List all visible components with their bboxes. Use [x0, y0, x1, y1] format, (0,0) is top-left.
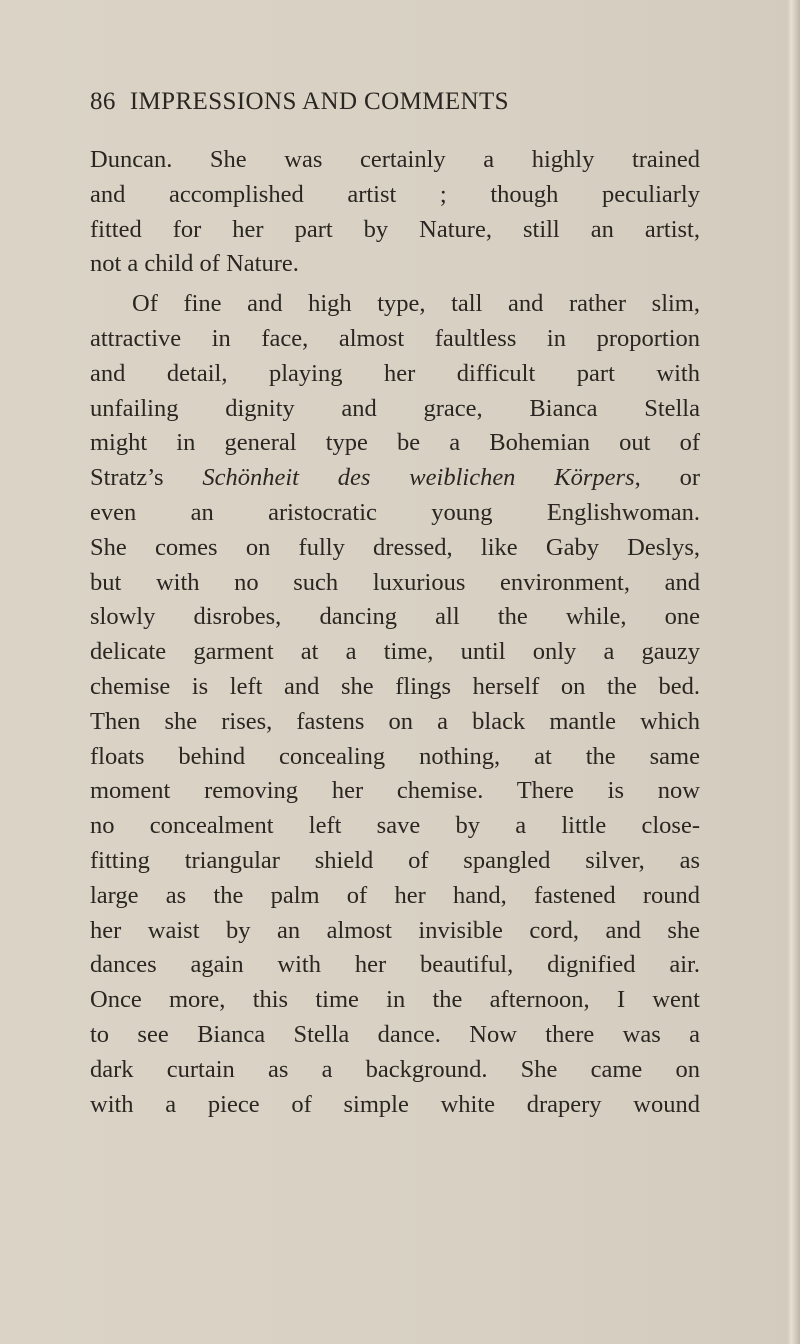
text-line: moment removing her chemise. There is now: [90, 777, 700, 805]
text-line: Duncan. She was certainly a highly trained: [90, 146, 700, 173]
text-line: but with no such luxurious environment, and: [90, 568, 700, 596]
text-line: fitting triangular shield of spangled silver, as: [90, 846, 700, 874]
body-text: [90, 143, 700, 1122]
text-line: no concealment left save by a little close-: [90, 812, 700, 840]
text-line: even an aristocratic young Englishwoman.: [90, 498, 700, 526]
page-edge: [786, 0, 800, 1344]
text-line: not a child of Nature.: [90, 250, 299, 278]
text-line: She comes on fully dressed, like Gaby Deslys,: [90, 533, 700, 561]
text-line: fitted for her part by Nature, still an artist,: [90, 215, 700, 243]
text-run: Stratz’s: [90, 464, 203, 492]
text-line: delicate garment at a time, until only a gauzy: [90, 638, 700, 666]
book-title-italic: Schönheit des weiblichen Körpers: [202, 464, 635, 492]
text-line: dances again with her beautiful, dignified air.: [90, 951, 700, 979]
running-header: [90, 88, 509, 116]
text-line: slowly disrobes, dancing all the while, one: [90, 603, 700, 631]
text-line: Of fine and high type, tall and rather slim,: [132, 290, 700, 318]
text-line: attractive in face, almost faultless in proportion: [90, 324, 700, 352]
text-run: , or: [634, 464, 700, 492]
text-line: with a piece of simple white drapery wound: [90, 1090, 700, 1118]
text-line: might in general type be a Bohemian out of: [90, 429, 700, 457]
text-line: Once more, this time in the afternoon, I went: [90, 986, 700, 1014]
running-title: IMPRESSIONS AND COMMENTS: [129, 88, 509, 115]
text-line: and accomplished artist ; though peculiarly: [90, 180, 700, 208]
text-line: dark curtain as a background. She came on: [90, 1055, 700, 1083]
text-line: to see Bianca Stella dance. Now there was a: [90, 1020, 700, 1048]
text-line: floats behind concealing nothing, at the same: [90, 742, 700, 770]
text-line-with-italic-title: [90, 461, 700, 496]
text-line: and detail, playing her difficult part with: [90, 359, 700, 387]
text-line: chemise is left and she flings herself on the bed.: [90, 672, 700, 700]
text-line: Then she rises, fastens on a black mantle which: [90, 707, 700, 735]
text-line: her waist by an almost invisible cord, and she: [90, 916, 700, 944]
text-line: large as the palm of her hand, fastened round: [90, 881, 700, 909]
text-line: unfailing dignity and grace, Bianca Stella: [90, 394, 700, 422]
page-number: 86: [90, 88, 116, 115]
